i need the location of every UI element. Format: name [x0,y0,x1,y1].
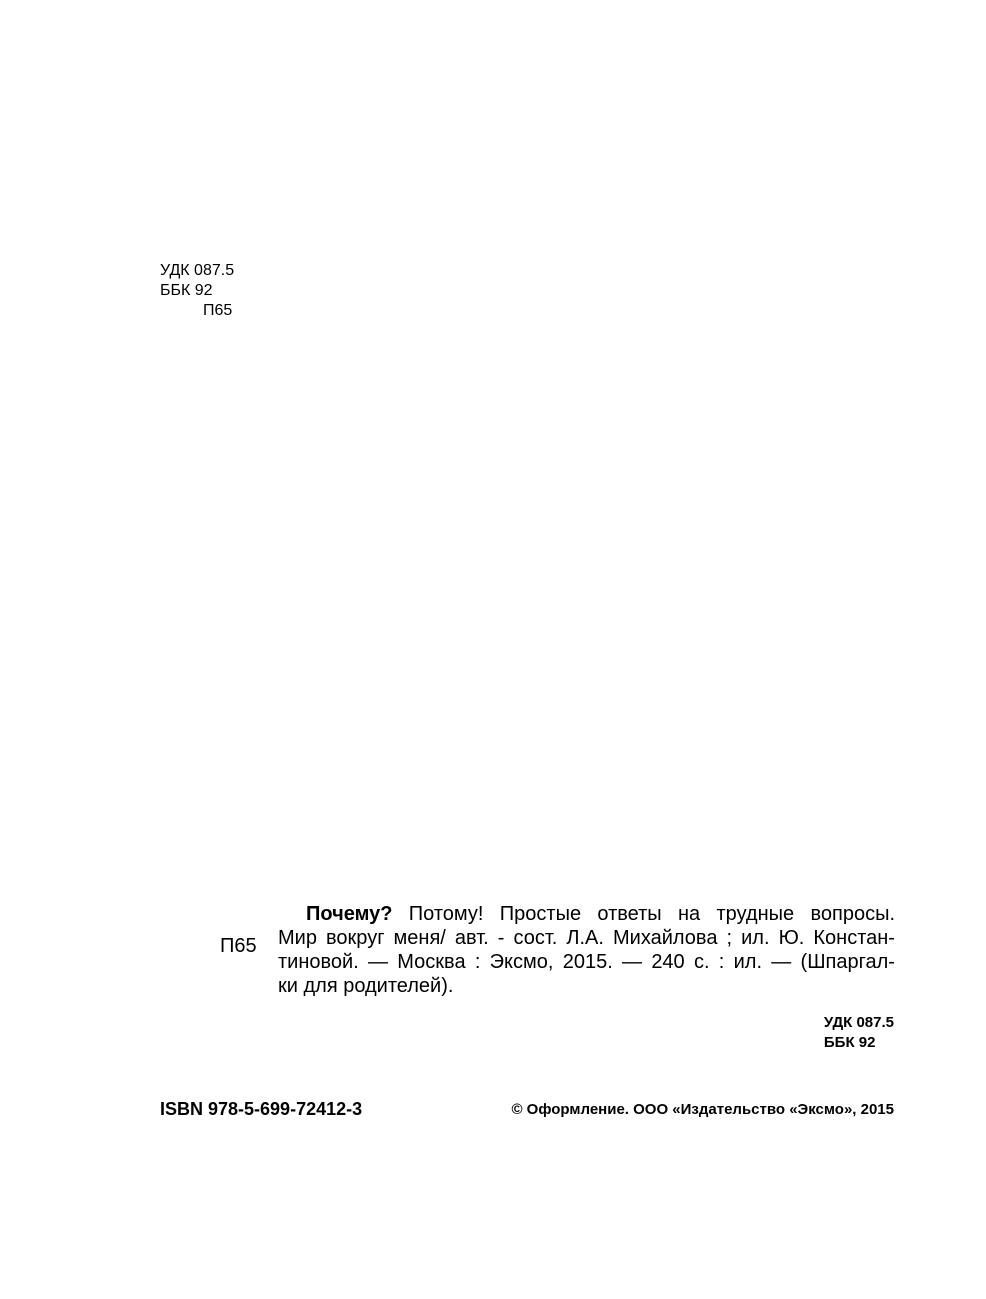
record-word: — [622,951,643,973]
record-line-3 [278,950,895,974]
record-word: — [368,951,389,973]
record-word: ил. [733,951,763,973]
copyright: © Оформление. ООО «Издательство «Эксмо», 2015 [511,1101,894,1118]
isbn: ISBN 978-5-699-72412-3 [160,1099,363,1119]
record-line-2 [278,926,895,950]
record-line-1 [278,902,895,926]
record-word: : [474,951,481,973]
record-word: трудные [716,903,795,925]
record-word: меня/ [393,927,446,949]
record-word: с. [693,951,710,973]
record-word: (Шпаргал- [800,951,895,973]
record-word: Михайлова [613,927,718,949]
author-mark: П65 [203,302,233,319]
record-word: : [718,951,725,973]
record-word: вокруг [326,927,385,949]
record-word: 2015. [562,951,613,973]
record-word: Эксмо, [489,951,554,973]
record-word: Констан- [813,927,895,949]
record-word: — [771,951,792,973]
udk-code: УДК 087.5 [823,1014,894,1031]
record-word: вопросы. [810,903,895,925]
record-word: Ю. [778,927,805,949]
record-word: Л.А. [566,927,604,949]
udk-code: УДК 087.5 [160,262,235,279]
classification-codes-bottom [824,1013,894,1053]
record-word: авт. [454,927,489,949]
record-word: ; [726,927,733,949]
record-word: ил. [741,927,770,949]
record-word: ответы [597,903,662,925]
record-author-mark: П65 [220,935,257,957]
record-word: Потому! [408,903,484,925]
record-word: 240 [651,951,685,973]
record-word: - [497,927,505,949]
bbk-code: ББК 92 [160,282,213,299]
record-word: сост. [513,927,558,949]
record-word: Мир [278,927,317,949]
catalog-record [278,902,895,998]
record-word: на [678,903,701,925]
bbk-code: ББК 92 [823,1034,876,1051]
record-title-bold: Почему? [306,903,393,925]
record-word: Москва [397,951,466,973]
record-line-4: ки для родителей). [278,975,454,997]
record-word: тиновой. [278,951,359,973]
classification-codes-top [160,261,234,321]
record-word: Простые [499,903,582,925]
